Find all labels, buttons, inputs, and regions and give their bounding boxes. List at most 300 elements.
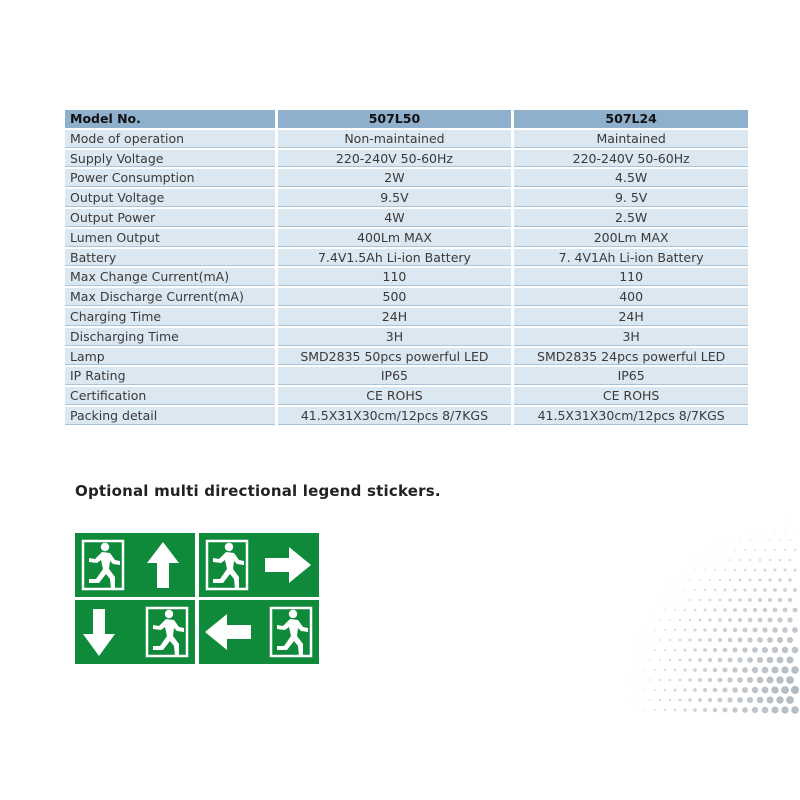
halftone-dot — [742, 667, 748, 673]
running-man-exit-right-icon — [199, 533, 319, 597]
spec-value-507l50: 220-240V 50-60Hz — [275, 150, 512, 168]
halftone-dot — [772, 647, 778, 653]
halftone-dot — [767, 617, 772, 622]
halftone-dot — [727, 677, 732, 682]
halftone-dot — [644, 669, 645, 670]
halftone-dot — [719, 559, 721, 561]
halftone-dot — [729, 559, 731, 561]
halftone-dot — [782, 627, 788, 633]
halftone-dot — [737, 697, 743, 703]
spec-value-507l50: 3H — [275, 328, 512, 346]
spec-row — [65, 189, 748, 207]
spec-value-507l50: 41.5X31X30cm/12pcs 8/7KGS — [275, 407, 512, 425]
spec-value-507l50: CE ROHS — [275, 387, 512, 405]
halftone-dot — [669, 619, 671, 621]
halftone-dot — [664, 649, 666, 651]
halftone-dot — [723, 648, 728, 653]
halftone-dot — [724, 549, 725, 550]
halftone-dot — [708, 658, 712, 662]
halftone-dot — [679, 639, 682, 642]
halftone-dot — [703, 708, 707, 712]
halftone-dot — [781, 686, 789, 694]
spec-row — [65, 367, 748, 385]
halftone-dot — [709, 579, 711, 581]
halftone-dot — [654, 709, 656, 711]
spec-value-507l24: 2.5W — [511, 209, 748, 227]
halftone-dot — [733, 628, 737, 632]
spec-table-body — [65, 130, 748, 425]
halftone-dot — [754, 549, 756, 551]
halftone-dot — [778, 578, 781, 581]
header-model-no: Model No. — [65, 110, 275, 128]
halftone-dot — [783, 568, 786, 571]
halftone-dot — [674, 709, 677, 712]
halftone-dot — [728, 638, 733, 643]
halftone-dot — [752, 647, 758, 653]
spec-value-507l24: 41.5X31X30cm/12pcs 8/7KGS — [511, 407, 748, 425]
halftone-dot — [778, 598, 782, 602]
halftone-dot — [723, 708, 728, 713]
spec-value-507l24: 110 — [511, 268, 748, 286]
halftone-dot — [743, 588, 746, 591]
halftone-dot — [659, 699, 661, 701]
halftone-dot — [684, 569, 685, 570]
halftone-dot — [679, 599, 681, 601]
halftone-dot — [737, 677, 743, 683]
halftone-dot — [733, 608, 737, 612]
halftone-dot — [654, 689, 656, 691]
halftone-dot — [748, 598, 752, 602]
halftone-dot — [772, 707, 779, 714]
halftone-dot — [654, 609, 655, 610]
spec-label: Output Power — [65, 209, 275, 227]
halftone-dot — [674, 689, 677, 692]
halftone-dot — [762, 707, 769, 714]
halftone-dot — [694, 609, 697, 612]
halftone-dot — [767, 657, 774, 664]
halftone-dot — [639, 679, 640, 680]
halftone-dot — [683, 708, 686, 711]
halftone-dot — [649, 639, 650, 640]
halftone-dot — [742, 707, 748, 713]
spec-row — [65, 249, 748, 267]
spec-value-507l50: 400Lm MAX — [275, 229, 512, 247]
halftone-dot — [703, 688, 707, 692]
halftone-dot — [776, 676, 783, 683]
spec-value-507l24: 400 — [511, 288, 748, 306]
halftone-dot — [718, 658, 723, 663]
halftone-dot — [718, 618, 722, 622]
spec-value-507l24: Maintained — [511, 130, 748, 148]
halftone-dot — [732, 667, 737, 672]
halftone-dot — [787, 617, 792, 622]
exit-sticker-down — [75, 600, 195, 664]
halftone-dot — [758, 598, 762, 602]
spec-label: Power Consumption — [65, 169, 275, 187]
halftone-dot — [745, 530, 746, 531]
halftone-dot — [779, 559, 782, 562]
halftone-dot — [708, 618, 711, 621]
halftone-dot — [714, 589, 717, 592]
halftone-dot — [634, 709, 635, 710]
halftone-dot — [764, 549, 766, 551]
exit-sticker-up — [75, 533, 195, 597]
halftone-dot — [718, 678, 723, 683]
halftone-dot — [748, 618, 753, 623]
halftone-dot — [764, 569, 767, 572]
halftone-dot — [644, 629, 645, 630]
halftone-dot — [720, 540, 721, 541]
halftone-dot — [649, 619, 650, 620]
spec-value-507l50: 2W — [275, 169, 512, 187]
halftone-dot — [718, 598, 721, 601]
halftone-dot — [749, 559, 751, 561]
running-man-exit-up-icon — [75, 533, 195, 597]
halftone-dot — [728, 618, 732, 622]
header-507l24: 507L24 — [511, 110, 748, 128]
halftone-dot — [728, 598, 731, 601]
halftone-dot — [789, 539, 791, 541]
halftone-dot — [769, 559, 771, 561]
spec-row — [65, 169, 748, 187]
spec-value-507l50: SMD2835 50pcs powerful LED — [275, 348, 512, 366]
spec-row — [65, 209, 748, 227]
halftone-dot — [786, 696, 794, 704]
halftone-dot — [644, 689, 646, 691]
halftone-dot — [688, 658, 691, 661]
legend-title: Optional multi directional legend stickers. — [75, 482, 441, 500]
halftone-dot — [693, 668, 697, 672]
halftone-dot — [708, 698, 712, 702]
spec-row — [65, 229, 748, 247]
halftone-dot — [743, 608, 747, 612]
spec-value-507l50: 24H — [275, 308, 512, 326]
halftone-dot — [713, 668, 718, 673]
halftone-dot — [738, 638, 743, 643]
halftone-dot — [699, 599, 701, 601]
halftone-dot — [734, 569, 736, 571]
halftone-dot — [664, 709, 666, 711]
halftone-dot — [669, 679, 672, 682]
halftone-dot — [739, 579, 742, 582]
spec-value-507l24: IP65 — [511, 367, 748, 385]
halftone-dot — [718, 698, 723, 703]
halftone-dot — [659, 639, 661, 641]
halftone-dot — [698, 678, 702, 682]
halftone-dot — [784, 549, 786, 551]
halftone-dot — [704, 569, 706, 571]
halftone-dot — [709, 599, 712, 602]
halftone-dot — [783, 588, 787, 592]
halftone-dot — [763, 608, 768, 613]
halftone-dot — [664, 689, 666, 691]
halftone-dot — [792, 627, 798, 633]
spec-value-507l50: 7.4V1.5Ah Li-ion Battery — [275, 249, 512, 267]
halftone-dot — [639, 699, 640, 700]
halftone-dot — [678, 678, 681, 681]
halftone-dot — [747, 657, 753, 663]
halftone-dot — [708, 678, 712, 682]
halftone-dot — [659, 659, 661, 661]
halftone-dot — [787, 657, 794, 664]
halftone-dot — [791, 706, 798, 713]
halftone-dot — [635, 650, 636, 651]
halftone-dot — [669, 639, 671, 641]
halftone-dot — [693, 628, 696, 631]
halftone-dot — [747, 677, 753, 683]
halftone-dot — [767, 637, 773, 643]
halftone-dot — [788, 578, 792, 582]
halftone-dot — [768, 598, 772, 602]
spec-value-507l50: 4W — [275, 209, 512, 227]
halftone-dot — [679, 619, 681, 621]
spec-row — [65, 407, 748, 425]
halftone-dot — [698, 658, 702, 662]
halftone-dot — [644, 709, 645, 710]
halftone-dot — [772, 627, 778, 633]
halftone-dot — [654, 669, 656, 671]
halftone-dot — [699, 579, 701, 581]
halftone-dot — [732, 687, 738, 693]
halftone-dot — [732, 707, 737, 712]
halftone-dot — [777, 657, 784, 664]
halftone-dot — [762, 687, 769, 694]
spec-value-507l24: 7. 4V1Ah Li-ion Battery — [511, 249, 748, 267]
halftone-dot — [727, 657, 732, 662]
halftone-dot — [705, 550, 706, 551]
halftone-dot — [773, 588, 777, 592]
spec-value-507l24: 9. 5V — [511, 189, 748, 207]
halftone-dot — [738, 618, 742, 622]
halftone-dot — [777, 617, 782, 622]
halftone-dot — [699, 559, 700, 560]
halftone-dot — [674, 609, 676, 611]
running-man-exit-left-icon — [199, 600, 319, 664]
spec-row — [65, 308, 748, 326]
halftone-dot — [713, 708, 718, 713]
halftone-dot — [772, 667, 779, 674]
halftone-dot — [767, 697, 774, 704]
halftone-dot — [783, 608, 788, 613]
halftone-dot — [684, 589, 686, 591]
halftone-dot — [744, 549, 746, 551]
halftone-dot — [787, 637, 793, 643]
halftone-dot — [694, 589, 696, 591]
halftone-dot — [688, 678, 692, 682]
spec-row — [65, 268, 748, 286]
spec-value-507l24: CE ROHS — [511, 387, 748, 405]
halftone-dot — [688, 638, 691, 641]
halftone-dot — [762, 627, 767, 632]
halftone-dot — [774, 529, 775, 530]
halftone-dot — [790, 520, 791, 521]
spec-label: Output Voltage — [65, 189, 275, 207]
halftone-dot — [759, 539, 761, 541]
halftone-dot — [747, 637, 752, 642]
halftone-dot — [727, 697, 732, 702]
halftone-dot — [762, 667, 769, 674]
spec-value-507l50: 9.5V — [275, 189, 512, 207]
halftone-dot — [684, 629, 687, 632]
halftone-dot — [723, 668, 728, 673]
spec-label: Lamp — [65, 348, 275, 366]
halftone-dot — [698, 698, 702, 702]
spec-value-507l24: SMD2835 24pcs powerful LED — [511, 348, 748, 366]
halftone-dot — [690, 560, 691, 561]
halftone-dot — [781, 666, 788, 673]
halftone-dot — [776, 696, 783, 703]
halftone-dot — [733, 588, 736, 591]
halftone-dot — [724, 569, 726, 571]
halftone-dot — [714, 569, 716, 571]
halftone-dot — [738, 598, 742, 602]
halftone-dot — [752, 627, 757, 632]
halftone-dot — [669, 699, 672, 702]
halftone-dot — [679, 579, 680, 580]
halftone-dot — [767, 677, 774, 684]
halftone-dot — [791, 666, 798, 673]
halftone-dot — [699, 619, 702, 622]
halftone-dot — [644, 649, 645, 650]
halftone-dot — [792, 647, 799, 654]
halftone-dot — [714, 549, 715, 550]
halftone-dot — [774, 549, 776, 551]
halftone-dot — [722, 687, 727, 692]
spec-value-507l24: 4.5W — [511, 169, 748, 187]
halftone-dot — [769, 539, 771, 541]
halftone-dot — [684, 609, 686, 611]
halftone-dot — [739, 559, 741, 561]
halftone-dot — [748, 578, 751, 581]
spec-value-507l24: 220-240V 50-60Hz — [511, 150, 748, 168]
spec-label: Certification — [65, 387, 275, 405]
halftone-dot — [669, 599, 670, 600]
halftone-dot — [634, 689, 635, 690]
halftone-dot — [759, 559, 761, 561]
halftone-dot — [723, 628, 727, 632]
halftone-dot — [742, 687, 748, 693]
halftone-dot — [757, 677, 764, 684]
halftone-dot — [793, 608, 798, 613]
halftone-dot — [664, 629, 666, 631]
halftone-dot — [794, 549, 796, 551]
halftone-dot — [733, 648, 738, 653]
halftone-dot — [754, 569, 757, 572]
halftone-dot — [704, 589, 706, 591]
halftone-dot — [689, 619, 692, 622]
halftone-dot — [786, 676, 794, 684]
halftone-dot — [665, 590, 666, 591]
spec-value-507l24: 24H — [511, 308, 748, 326]
halftone-dot — [771, 686, 778, 693]
halftone-dot — [779, 539, 781, 541]
halftone-dot — [649, 659, 651, 661]
halftone-dot — [640, 640, 641, 641]
halftone-dot — [693, 648, 696, 651]
halftone-dot — [774, 569, 777, 572]
halftone-dot — [752, 707, 758, 713]
halftone-dot — [630, 700, 631, 701]
halftone-dot — [649, 699, 651, 701]
halftone-dot — [719, 579, 721, 581]
halftone-dot — [757, 637, 763, 643]
halftone-dot — [784, 529, 785, 530]
halftone-dot — [729, 579, 732, 582]
halftone-dot — [723, 608, 727, 612]
halftone-dot — [698, 638, 701, 641]
halftone-dot — [794, 529, 795, 530]
halftone-dot — [708, 638, 712, 642]
halftone-dot — [689, 579, 690, 580]
halftone-dot — [678, 698, 681, 701]
halftone-dot — [754, 529, 755, 530]
halftone-dot — [674, 629, 676, 631]
halftone-dot — [660, 600, 661, 601]
halftone-dot — [639, 659, 640, 660]
halftone-dot — [757, 697, 764, 704]
halftone-dot — [768, 578, 771, 581]
halftone-dot — [654, 629, 655, 630]
halftone-dot — [793, 568, 796, 571]
halftone-dot — [664, 609, 665, 610]
halftone-dot — [764, 529, 765, 530]
halftone-dot — [674, 649, 677, 652]
halftone-dot — [669, 659, 671, 661]
halftone-dot — [758, 578, 761, 581]
halftone-dot — [679, 659, 682, 662]
halftone-dot — [683, 668, 686, 671]
halftone-dot — [747, 697, 753, 703]
spec-value-507l50: 500 — [275, 288, 512, 306]
spec-label: Supply Voltage — [65, 150, 275, 168]
spec-label: Battery — [65, 249, 275, 267]
spec-value-507l24: 200Lm MAX — [511, 229, 748, 247]
halftone-dot — [713, 608, 716, 611]
spec-value-507l24: 3H — [511, 328, 748, 346]
spec-value-507l50: Non-maintained — [275, 130, 512, 148]
halftone-dot — [743, 628, 748, 633]
spec-label: Mode of operation — [65, 130, 275, 148]
halftone-dot — [704, 609, 707, 612]
halftone-dot — [791, 686, 799, 694]
halftone-dot — [737, 657, 742, 662]
halftone-dot — [693, 708, 697, 712]
spec-row — [65, 150, 748, 168]
halftone-dot — [703, 648, 707, 652]
halftone-dot — [793, 588, 797, 592]
spec-row — [65, 328, 748, 346]
header-507l50: 507L50 — [275, 110, 512, 128]
halftone-dot — [654, 649, 656, 651]
halftone-dot — [742, 647, 747, 652]
spec-value-507l50: 110 — [275, 268, 512, 286]
halftone-dot — [713, 648, 717, 652]
halftone-dot — [752, 687, 758, 693]
halftone-dot — [689, 599, 691, 601]
spec-label: IP Rating — [65, 367, 275, 385]
halftone-dot — [683, 688, 686, 691]
spec-value-507l50: IP65 — [275, 367, 512, 385]
halftone-dot — [782, 647, 789, 654]
halftone-dot — [758, 618, 763, 623]
halftone-dot — [753, 608, 757, 612]
decorative-dot-pattern — [620, 480, 800, 720]
exit-sticker-left — [199, 600, 319, 664]
halftone-dot — [703, 628, 706, 631]
halftone-dot — [752, 667, 758, 673]
exit-sticker-right — [199, 533, 319, 597]
halftone-dot — [713, 688, 718, 693]
